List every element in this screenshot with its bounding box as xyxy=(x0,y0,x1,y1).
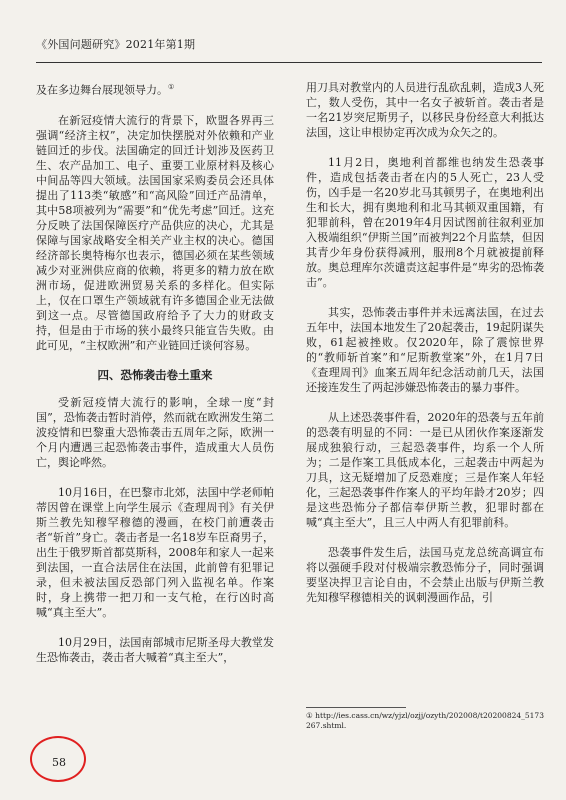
footnote-rule xyxy=(306,707,406,708)
paragraph: 在新冠疫情大流行的背景下，欧盟各界再三强调“经济主权”，决定加快摆脱对外依赖和产业链回迁的步伐。法国确定的回迁计划涉及医药卫生、农产品加工、电子、重要工业原材料及核心中间品等四大领域。法国国家采购委员会还具体提出了113类“敏感”和“高风险”回迁产品清单，其中58项被列为“需要”和“优先考虑”回迁。这充分反映了法国保障医疗产品供应的决心，尤其是保障与国家战略安全相关产业主权的决心。德国经济部长奥特梅尔也表示，德国必须在某些领域减少对亚洲供应商的依赖，将更多的精力放在欧洲市场，促进欧洲贸易关系的多样化。但实际上，仅在口罩生产领域就有许多德国企业无法做到这一点。尽管德国政府给予了大力的财政支持，但是由于市场的狭小最终只能宣告失败。由此可见，“主权欧洲”和产业链回迁谈何容易。 xyxy=(36,113,274,352)
footnote-marker: ① xyxy=(168,83,175,91)
header-rule xyxy=(36,62,542,63)
paragraph-text: 及在多边舞台展现领导力。 xyxy=(36,83,168,97)
paragraph: 11月2日，奥地利首都维也纳发生恐袭事件，造成包括袭击者在内的5人死亡，23人受伤，凶手是一名20岁北马其顿男子，在奥地利出生和长大，拥有奥地利和北马其顿双重国籍，有犯罪前科，曾在2019年4月因试图前往叙利亚加入极端组织“伊斯兰国”而被判22个月监禁，但因其青少年身份获得减刑，服刑8个月就被提前释放。奥总理库尔茨谴责这起事件是“卑劣的恐怖袭击”。 xyxy=(306,156,544,289)
paragraph xyxy=(36,80,274,98)
paragraph: 用刀具对教堂内的人员进行乱砍乱刺，造成3人死亡，数人受伤，其中一名女子被斩首。袭击者是一名21岁突尼斯男子，以移民身份经意大利抵达法国，这让申根协定再次成为众矢之的。 xyxy=(306,81,544,139)
paragraph: 从上述恐袭事件看，2020年的恐袭与五年前的恐袭有明显的不同：一是已从团伙作案逐渐发展成独狼行动，三起恐袭事件，均系一个人所为；二是作案工具低成本化，三起袭击中两起为刀具，这无疑增加了反恐难度；三是作案人年轻化，三起恐袭事件作案人的平均年龄才20岁；四是这些恐怖分子都信奉伊斯兰教，犯罪时都在喊“真主至大”，且三人中两人有犯罪前科。 xyxy=(306,411,544,529)
paragraph: 10月29日，法国南部城市尼斯圣母大教堂发生恐怖袭击，袭击者大喊着“真主至大”， xyxy=(36,635,274,664)
right-column xyxy=(306,80,544,620)
paragraph: 恐袭事件发生后，法国马克龙总统高调宣布将以强硬手段对付极端宗教恐怖分子，同时强调要坚决捍卫言论自由，不会禁止出版与伊斯兰教先知穆罕穆德相关的讽刺漫画作品，引 xyxy=(306,546,544,604)
running-header: 《外国问题研究》2021年第1期 xyxy=(36,38,196,51)
paragraph: 10月16日，在巴黎市北郊，法国中学老师帕蒂因曾在课堂上向学生展示《查理周刊》有关伊斯兰教先知穆罕穆德的漫画，在校门前遭袭击者“斩首”身亡。袭击者是一名18岁车臣裔男子，出生于俄罗斯首都莫斯科，2008年和家人一起来到法国，一直合法居住在法国，此前曾有犯罪记录，但未被法国反恐部门列入监视名单。作案时，身上携带一把刀和一支气枪，在行凶时高喊“真主至大”。 xyxy=(36,485,274,619)
section-heading: 四、恐怖袭击卷土重来 xyxy=(97,367,213,382)
left-column xyxy=(36,80,274,680)
paragraph: 其实，恐怖袭击事件并未远离法国，在过去五年中，法国本地发生了20起袭击，19起阴谋失败，61起被挫败。仅2020年，除了震惊世界的“教师斩首案”和“尼斯教堂案”外，在1月7日《查理周刊》血案五周年纪念活动前几天，法国还接连发生了两起涉嫌恐怖袭击的暴力事件。 xyxy=(306,306,544,394)
footnote: ① http://ies.cass.cn/wz/yjzl/ozjj/ozyth/202008/t20200824_5173267.shtml. xyxy=(306,711,544,730)
paragraph: 受新冠疫情大流行的影响，全球一度“封国”，恐怖袭击暂时消停，然而就在欧洲发生第二波疫情和巴黎重大恐怖袭击五周年之际，欧洲一个月内遭遇三起恐怖袭击事件，造成重大人员伤亡，舆论哗然。 xyxy=(36,395,274,469)
page-number: 58 xyxy=(52,756,66,769)
